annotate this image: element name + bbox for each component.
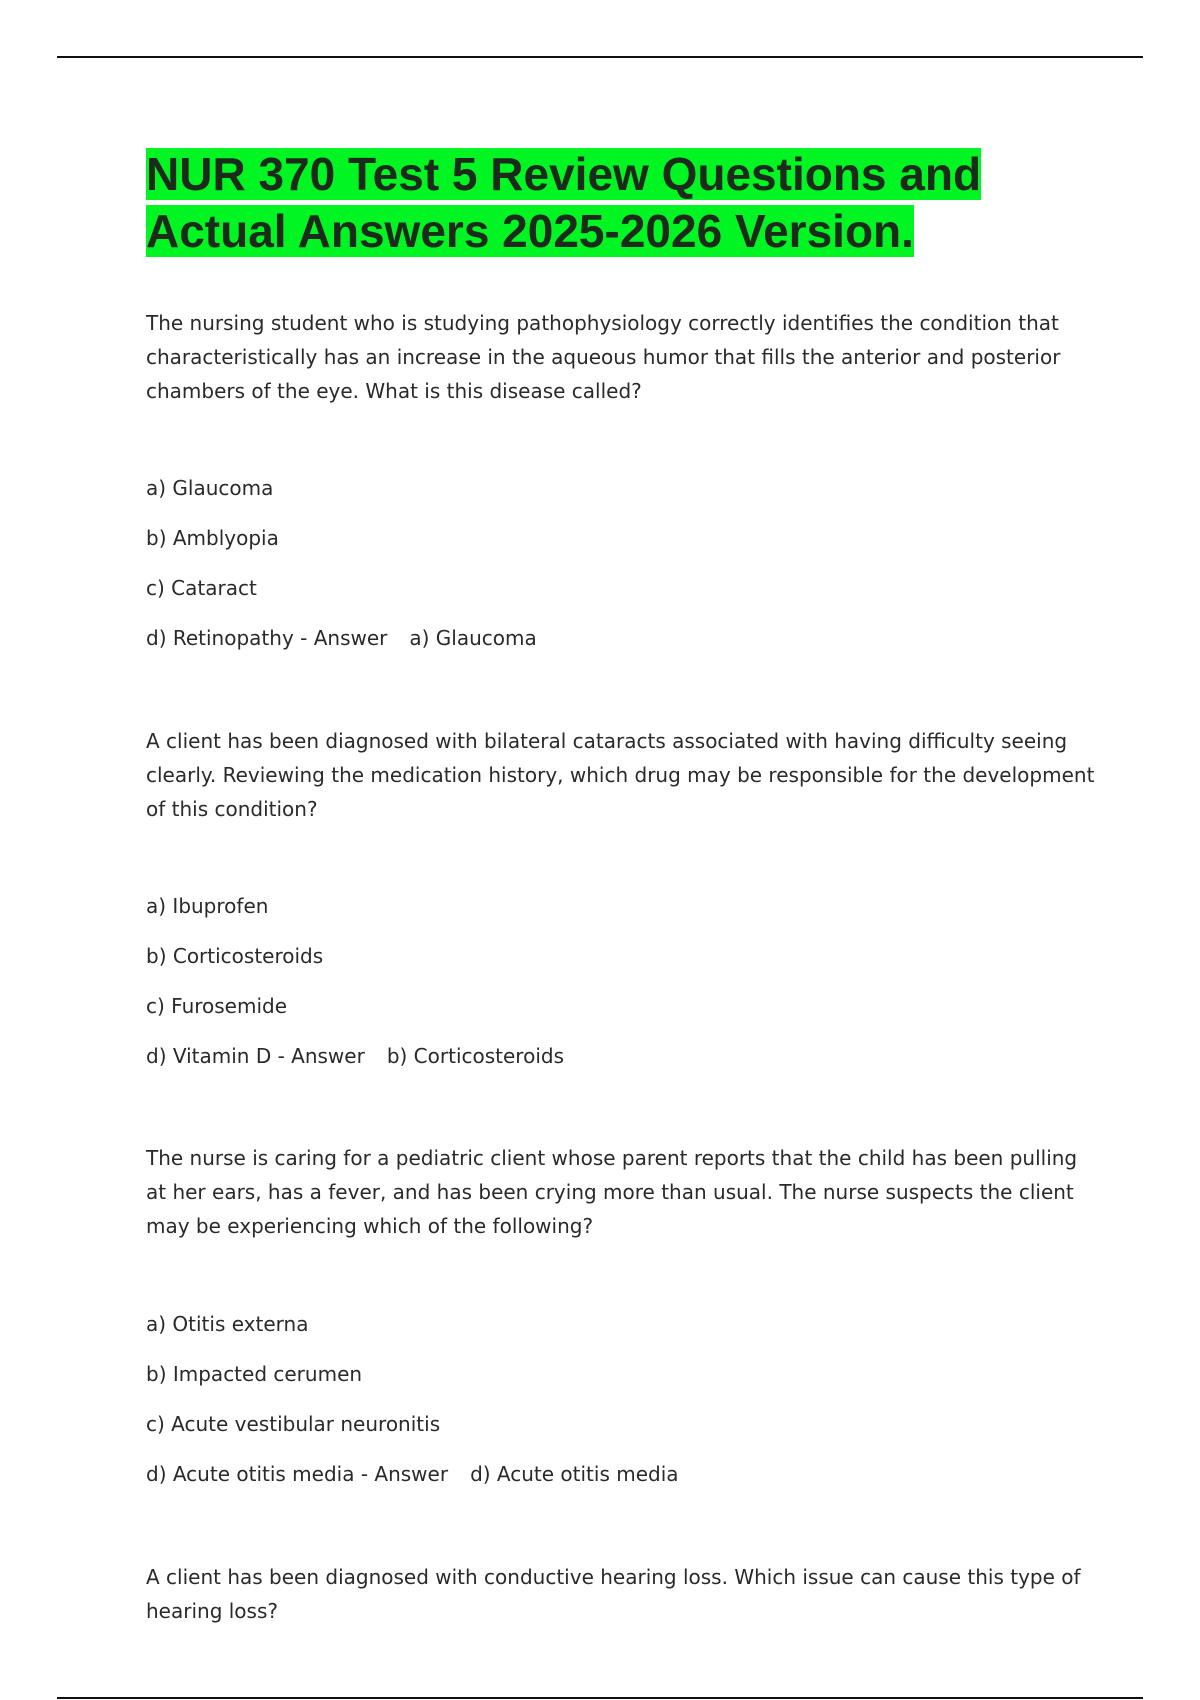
option-c: c) Cataract: [146, 576, 257, 600]
option-c: c) Furosemide: [146, 994, 288, 1018]
top-rule: [57, 56, 1143, 58]
option-d: d) Acute otitis media - Answer: [146, 1462, 449, 1486]
question-text: A client has been diagnosed with conductive hearing loss. Which issue can cause this type of hearing loss?: [146, 1565, 1081, 1623]
document-body: [146, 146, 1096, 1623]
correct-answer: b) Corticosteroids: [386, 1044, 564, 1068]
option-d-with-answer: [146, 623, 1096, 653]
option-d-with-answer: [146, 1041, 1096, 1071]
bottom-rule: [57, 1697, 1143, 1699]
question-block-2: [146, 724, 1096, 1071]
option-a: a) Ibuprofen: [146, 894, 269, 918]
question-text: A client has been diagnosed with bilateral cataracts associated with having difficulty seeing clearly. Reviewing the medication history, which drug may be responsible for the development of this condition?: [146, 729, 1095, 821]
option-b: b) Impacted cerumen: [146, 1362, 363, 1386]
option-b: b) Amblyopia: [146, 526, 279, 550]
answer-options: [146, 1309, 1096, 1489]
answer-options: [146, 473, 1096, 653]
correct-answer: d) Acute otitis media: [470, 1462, 679, 1486]
option-b: b) Corticosteroids: [146, 944, 324, 968]
option-d-with-answer: [146, 1459, 1096, 1489]
question-block-1: [146, 306, 1096, 653]
question-text: The nurse is caring for a pediatric client whose parent reports that the child has been pulling at her ears, has a fever, and has been crying more than usual. The nurse suspects the client may be experiencing which of the following?: [146, 1146, 1078, 1238]
question-block-3: [146, 1141, 1096, 1489]
question-block-4: [146, 1560, 1096, 1628]
option-a: a) Glaucoma: [146, 476, 274, 500]
correct-answer: a) Glaucoma: [409, 626, 537, 650]
option-a: a) Otitis externa: [146, 1312, 309, 1336]
option-d: d) Retinopathy - Answer: [146, 626, 388, 650]
title-highlight: NUR 370 Test 5 Review Questions and Actual Answers 2025-2026 Version.: [146, 148, 982, 257]
option-c: c) Acute vestibular neuronitis: [146, 1412, 441, 1436]
option-d: d) Vitamin D - Answer: [146, 1044, 365, 1068]
question-text: The nursing student who is studying pathophysiology correctly identifies the condition that characteristically has an increase in the aqueous humor that fills the anterior and posterior chambers of the eye. What is this disease called?: [146, 311, 1061, 403]
answer-options: [146, 891, 1096, 1071]
document-title: [146, 146, 1096, 260]
